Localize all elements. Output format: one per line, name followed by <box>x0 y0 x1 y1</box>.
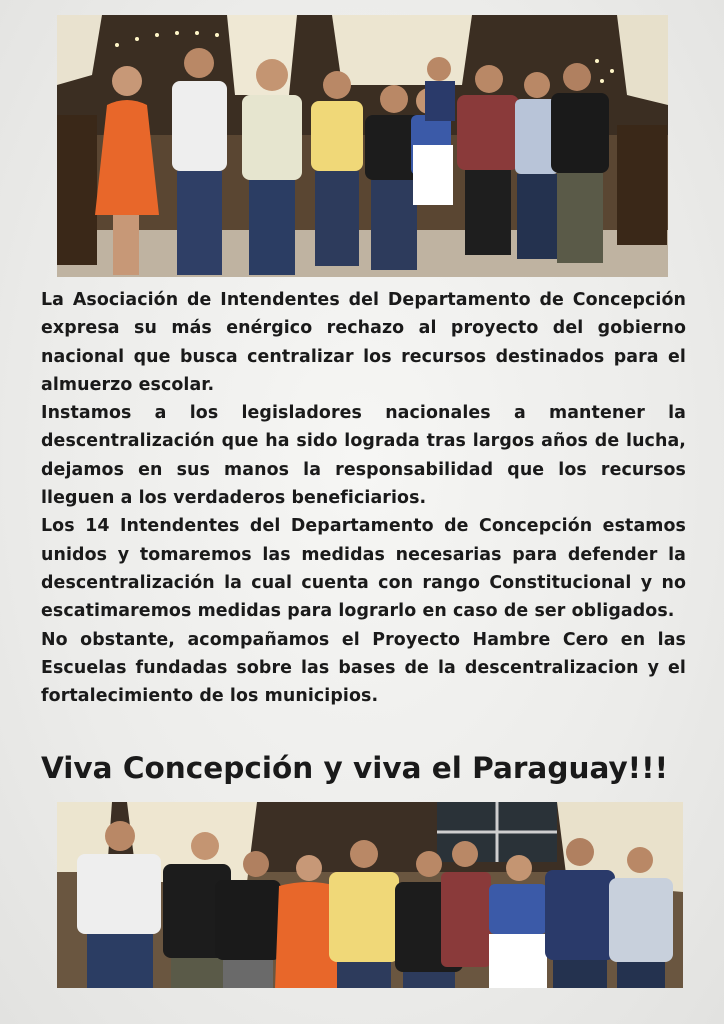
group-photo-top-illustration <box>57 15 668 277</box>
paragraph-mayors-united: Los 14 Intendentes del Departamento de Concepción estamos unidos y tomaremos las medidas necesarias para defender la descentralización la cual cuenta con rango Constitucional y no escatimaremos medidas para lograrlo en caso de ser obligados. <box>41 516 686 622</box>
group-photo-top <box>57 15 668 277</box>
statement-text <box>41 286 686 710</box>
paragraph-hambre-cero: No obstante, acompañamos el Proyecto Hambre Cero en las Escuelas fundadas sobre las bases de la descentralizacion y el fortalecimiento de los municipios. <box>41 629 686 707</box>
paragraph-legislators: Instamos a los legisladores nacionales a mantener la descentralización que ha sido lograda tras largos años de lucha, dejamos en sus manos la responsabilidad que los recursos lleguen a los verdaderos beneficiarios. <box>41 403 686 509</box>
group-photo-bottom <box>57 802 683 988</box>
group-photo-bottom-illustration <box>57 802 683 988</box>
closing-slogan: Viva Concepción y viva el Paraguay!!! <box>41 751 669 785</box>
paragraph-rejection: La Asociación de Intendentes del Departamento de Concepción expresa su más enérgico rechazo al proyecto del gobierno nacional que busca centralizar los recursos destinados para el almuerzo escolar. <box>41 290 686 395</box>
